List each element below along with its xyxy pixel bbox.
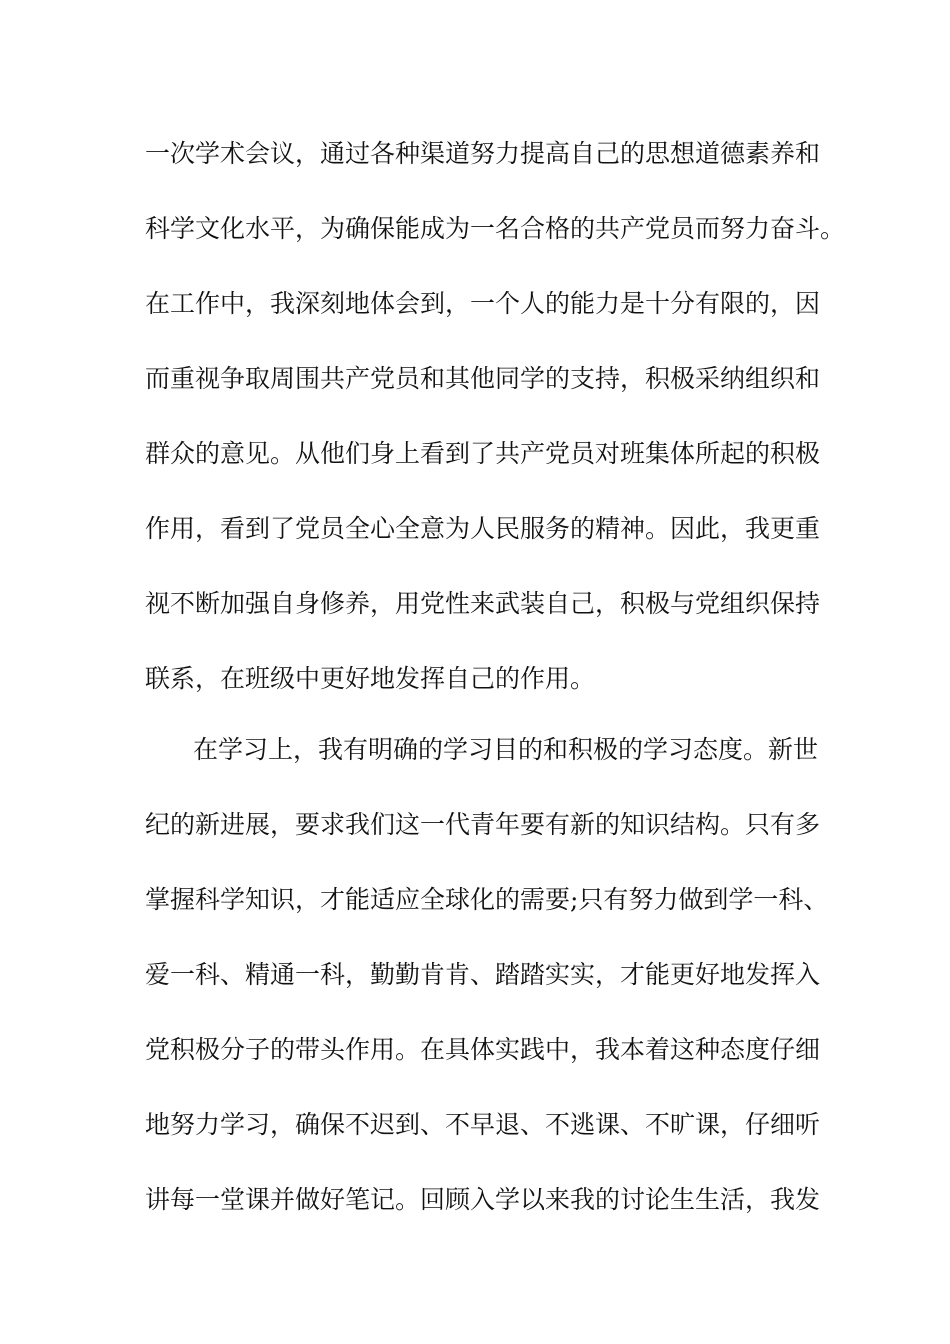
text-line: 党积极分子的带头作用。在具体实践中，我本着这种态度仔细 <box>145 1035 821 1064</box>
text-line: 在工作中，我深刻地体会到，一个人的能力是十分有限的，因 <box>145 289 821 318</box>
text-line: 爱一科、精通一科，勤勤肯肯、踏踏实实，才能更好地发挥入 <box>145 960 821 989</box>
text-line: 群众的意见。从他们身上看到了共产党员对班集体所起的积极 <box>145 439 821 468</box>
text-line: 而重视争取周围共产党员和其他同学的支持，积极采纳组织和 <box>145 364 821 393</box>
paragraph-first-line: 在学习上，我有明确的学习目的和积极的学习态度。新世 <box>193 735 819 764</box>
text-line: 纪的新进展，要求我们这一代青年要有新的知识结构。只有多 <box>145 810 821 839</box>
text-line: 讲每一堂课并做好笔记。回顾入学以来我的讨论生生活，我发 <box>145 1185 821 1214</box>
text-line: 联系，在班级中更好地发挥自己的作用。 <box>145 664 596 693</box>
text-line: 作用，看到了党员全心全意为人民服务的精神。因此，我更重 <box>145 514 821 543</box>
text-line: 掌握科学知识，才能适应全球化的需要;只有努力做到学一科、 <box>145 885 829 914</box>
text-line: 视不断加强自身修养，用党性来武装自己，积极与党组织保持 <box>145 589 821 618</box>
text-line: 科学文化水平，为确保能成为一名合格的共产党员而努力奋斗。 <box>145 214 846 243</box>
text-line: 一次学术会议，通过各种渠道努力提高自己的思想道德素养和 <box>145 139 821 168</box>
text-line: 地努力学习，确保不迟到、不早退、不逃课、不旷课，仔细听 <box>145 1110 821 1139</box>
